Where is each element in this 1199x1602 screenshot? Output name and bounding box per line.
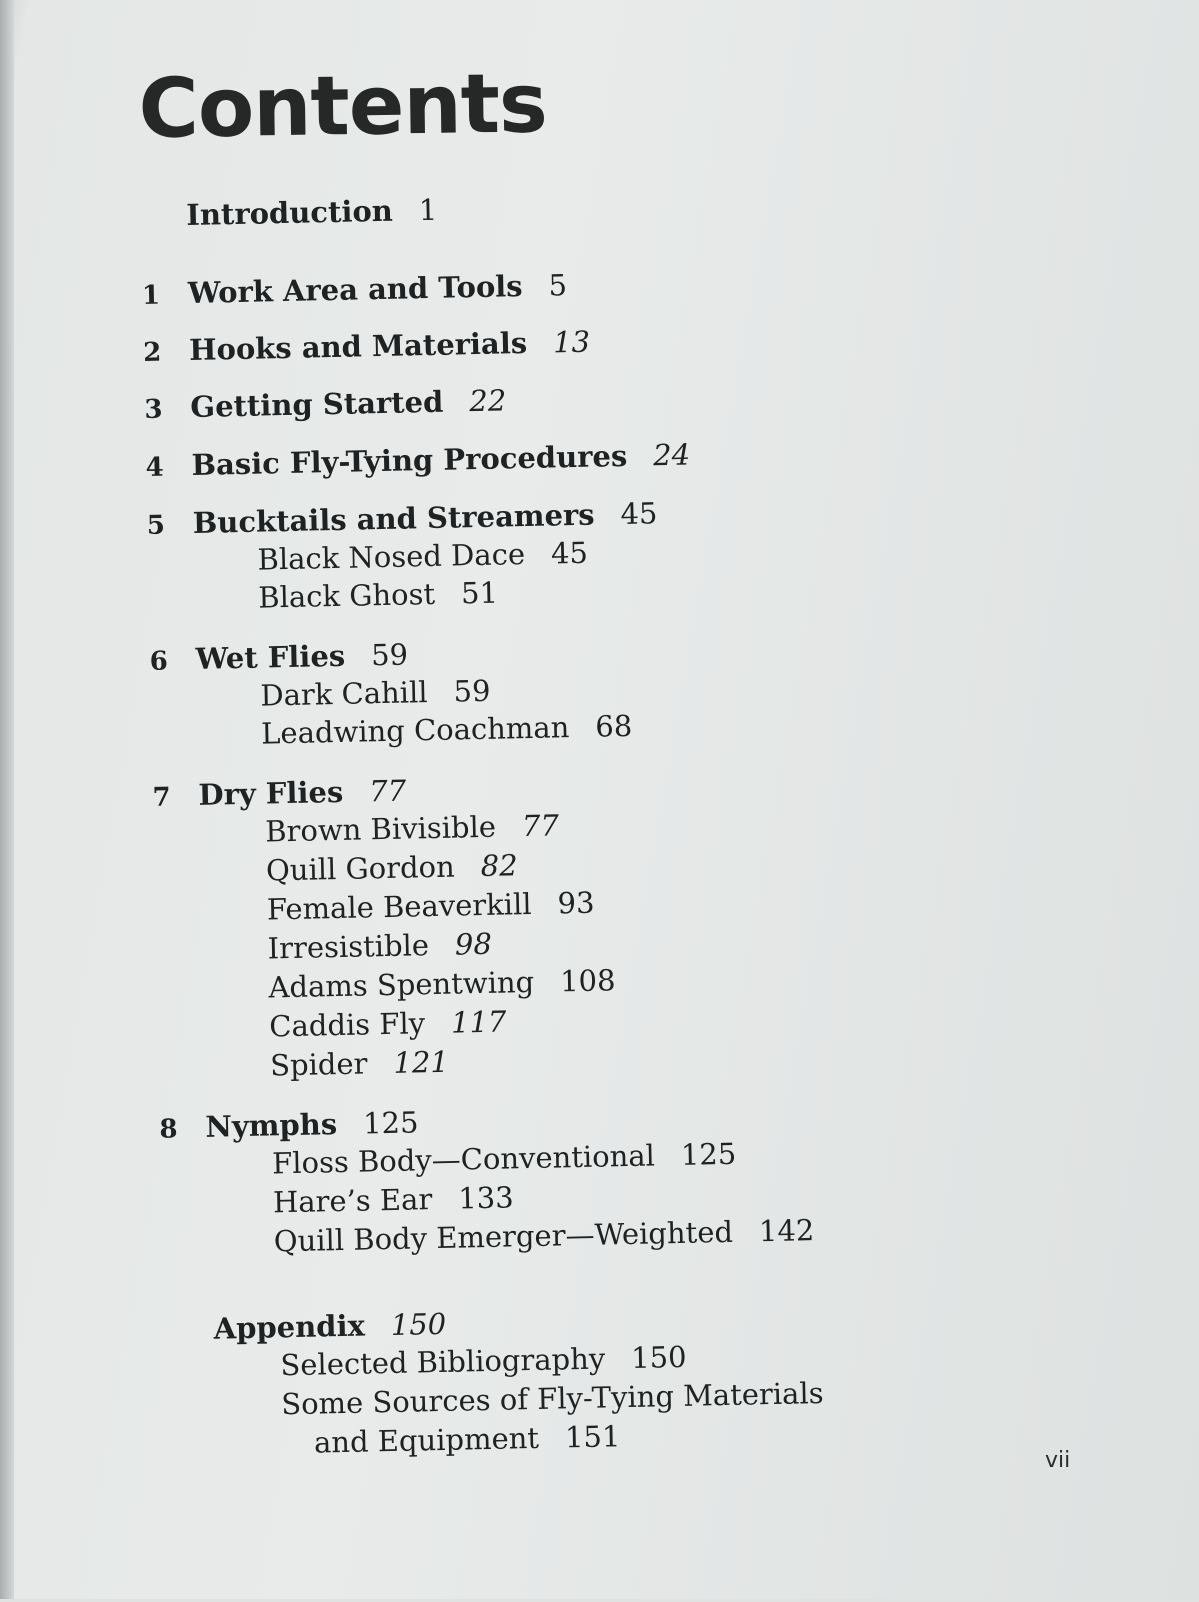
entry-page: 93 — [557, 885, 595, 921]
entry-title-line1: Some Sources of Fly-Tying Materials — [280, 1375, 824, 1422]
chapter-page: 22 — [468, 383, 507, 419]
entry-page: 117 — [450, 1004, 507, 1040]
chapter-title: Work Area and Tools — [187, 269, 523, 311]
chapter-title: Wet Flies — [195, 638, 346, 676]
toc-entry — [270, 1044, 449, 1084]
toc-entry — [265, 807, 559, 849]
toc-entry — [273, 1212, 814, 1259]
entry-title: Hare’s Ear — [272, 1182, 433, 1220]
chapter-title: Nymphs — [205, 1107, 338, 1144]
chapter-title: Getting Started — [189, 384, 444, 424]
entry-page: 121 — [393, 1044, 450, 1080]
toc-entry — [314, 1418, 621, 1460]
toc-chapter-2 — [143, 324, 591, 371]
entry-title: Selected Bibliography — [280, 1341, 606, 1383]
toc-chapter-7 — [152, 773, 406, 816]
entry-page: 59 — [453, 673, 491, 709]
chapter-number: 2 — [142, 337, 162, 368]
entry-page: 125 — [680, 1136, 737, 1172]
entry-title: Female Beaverkill — [266, 886, 532, 927]
entry-page: 150 — [630, 1339, 687, 1375]
toc-entry — [260, 673, 491, 714]
chapter-number: 7 — [152, 782, 171, 813]
chapter-page: 45 — [620, 496, 658, 532]
toc-entry — [269, 1004, 507, 1045]
entry-title: Quill Gordon — [265, 849, 456, 888]
entry-page: 68 — [594, 708, 633, 744]
chapter-number: 1 — [141, 280, 161, 311]
chapter-title: Hooks and Materials — [188, 325, 528, 367]
chapter-page: 77 — [368, 773, 407, 809]
chapter-title: Basic Fly-Tying Procedures — [191, 438, 628, 482]
entry-title: Black Ghost — [257, 576, 436, 615]
toc-entry — [267, 885, 595, 928]
chapter-page: 24 — [652, 437, 691, 473]
toc-entry — [280, 1339, 687, 1383]
entry-page: 133 — [457, 1180, 514, 1216]
entry-page: 77 — [521, 808, 560, 844]
toc-appendix — [213, 1306, 446, 1347]
entry-title: Black Nosed Dace — [257, 537, 526, 577]
entry-title: Spider — [269, 1046, 368, 1083]
chapter-number: 6 — [149, 646, 169, 677]
appendix-label: Appendix — [213, 1308, 366, 1346]
toc-chapter-6 — [149, 636, 408, 679]
chapter-title: Dry Flies — [198, 774, 344, 812]
toc-entry — [267, 926, 492, 967]
toc-introduction — [186, 192, 438, 233]
entry-page: 108 — [559, 963, 616, 999]
page-title: Contents — [138, 56, 548, 157]
entry-title: Quill Body Emerger—Weighted — [273, 1214, 734, 1259]
chapter-page: 13 — [552, 324, 591, 360]
entry-title-line2: and Equipment — [313, 1420, 540, 1460]
toc-entry — [266, 847, 518, 888]
entry-page: 151 — [564, 1419, 621, 1455]
entry-title: Caddis Fly — [268, 1006, 426, 1044]
entry-title: Brown Bivisible — [264, 809, 497, 849]
entry-page: 98 — [454, 926, 493, 962]
entry-title: Leadwing Coachman — [260, 710, 570, 751]
toc-entry — [258, 575, 498, 616]
chapter-page: 59 — [370, 637, 409, 673]
entry-page: 51 — [460, 575, 499, 611]
chapter-title: Bucktails and Streamers — [192, 497, 595, 540]
toc-chapter-4 — [145, 437, 690, 486]
chapter-page: 5 — [548, 268, 568, 303]
entry-page: 142 — [758, 1213, 815, 1249]
entry-title: Floss Body—Conventional — [271, 1138, 656, 1181]
chapter-number: 8 — [159, 1114, 178, 1145]
entry-page: 82 — [480, 848, 518, 884]
appendix-page: 150 — [390, 1306, 447, 1342]
entry-title: Irresistible — [267, 928, 430, 966]
toc-entry — [261, 708, 633, 752]
entry-page: 45 — [550, 535, 589, 571]
introduction-page: 1 — [418, 192, 438, 228]
toc-entry — [281, 1375, 824, 1422]
entry-title: Adams Spentwing — [268, 964, 535, 1005]
page-folio: vii — [1045, 1448, 1071, 1473]
toc-entry — [273, 1179, 514, 1220]
toc-chapter-8 — [159, 1104, 419, 1147]
chapter-number: 5 — [146, 510, 166, 541]
toc-entry — [268, 962, 616, 1005]
toc-chapter-3 — [144, 382, 507, 428]
entry-title: Dark Cahill — [260, 675, 428, 713]
introduction-label: Introduction — [185, 193, 394, 233]
chapter-number: 3 — [144, 394, 163, 425]
chapter-number: 4 — [145, 452, 165, 483]
chapter-page: 125 — [362, 1105, 419, 1141]
toc-entry — [257, 535, 588, 578]
toc-chapter-1 — [142, 267, 568, 314]
